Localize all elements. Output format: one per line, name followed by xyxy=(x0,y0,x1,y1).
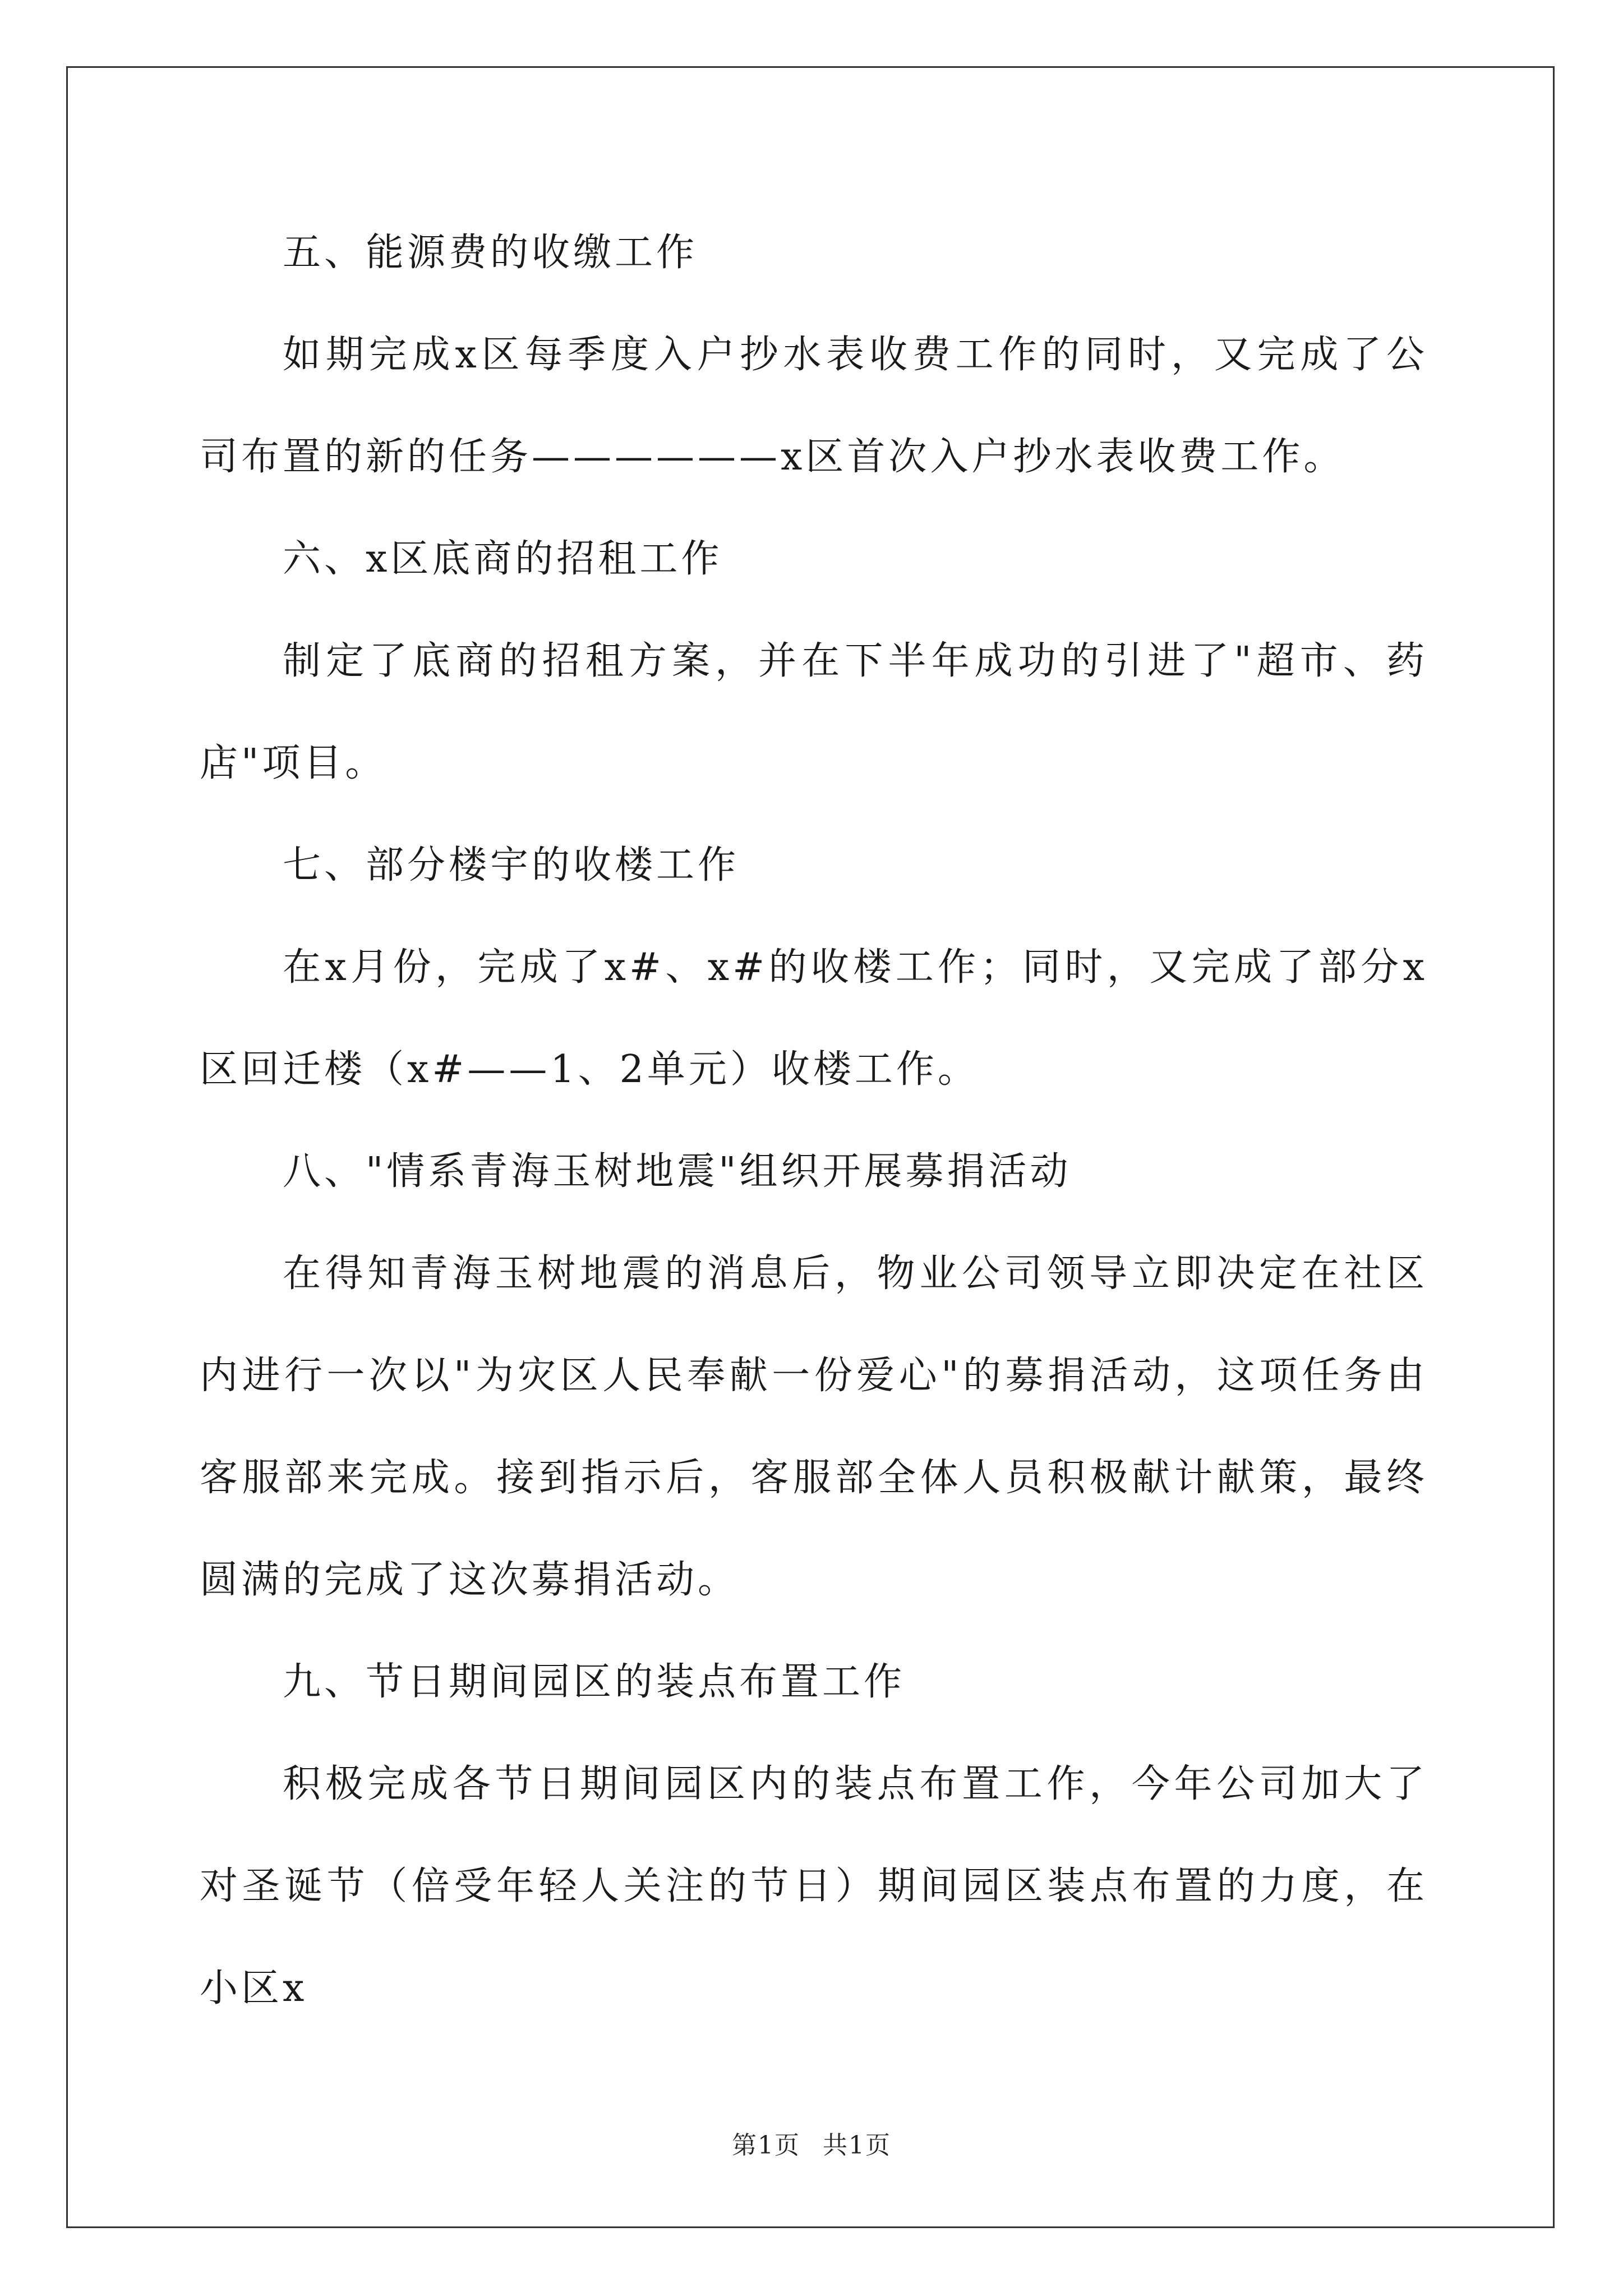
paragraph-energy-fees: 如期完成x区每季度入户抄水表收费工作的同时，又完成了公司布置的新的任务——————x区首次入户抄水表收费工作。 xyxy=(200,333,1428,479)
page-footer xyxy=(0,2125,1623,2161)
section-heading-holiday-decoration: 九、节日期间园区的装点布置工作 xyxy=(283,1660,906,1704)
page-number: 第1页 xyxy=(732,2131,800,2160)
section-heading-shop-leasing: 六、x区底商的招租工作 xyxy=(283,537,723,581)
paragraph-holiday-decoration: 积极完成各节日期间园区内的装点布置工作，今年公司加大了对圣诞节（倍受年轻人关注的节日）期间园区装点布置的力度，在小区x xyxy=(200,1762,1428,2010)
section-heading-donation: 八、"情系青海玉树地震"组织开展募捐活动 xyxy=(283,1149,1072,1194)
paragraph-donation: 在得知青海玉树地震的消息后，物业公司领导立即决定在社区内进行一次以"为灾区人民奉献一份爱心"的募捐活动，这项任务由客服部来完成。接到指示后，客服部全体人员积极献计献策，最终圆满的完成了这次募捐活动。 xyxy=(200,1251,1428,1602)
page-total: 共1页 xyxy=(823,2131,891,2160)
paragraph-shop-leasing: 制定了底商的招租方案，并在下半年成功的引进了"超市、药店"项目。 xyxy=(200,639,1428,785)
section-heading-building-handover: 七、部分楼宇的收楼工作 xyxy=(283,843,740,887)
paragraph-building-handover: 在x月份，完成了x#、x#的收楼工作；同时，又完成了部分x区回迁楼（x#——1、2单元）收楼工作。 xyxy=(200,945,1428,1092)
document-body xyxy=(200,202,1428,2040)
section-heading-energy-fees: 五、能源费的收缴工作 xyxy=(283,231,698,275)
